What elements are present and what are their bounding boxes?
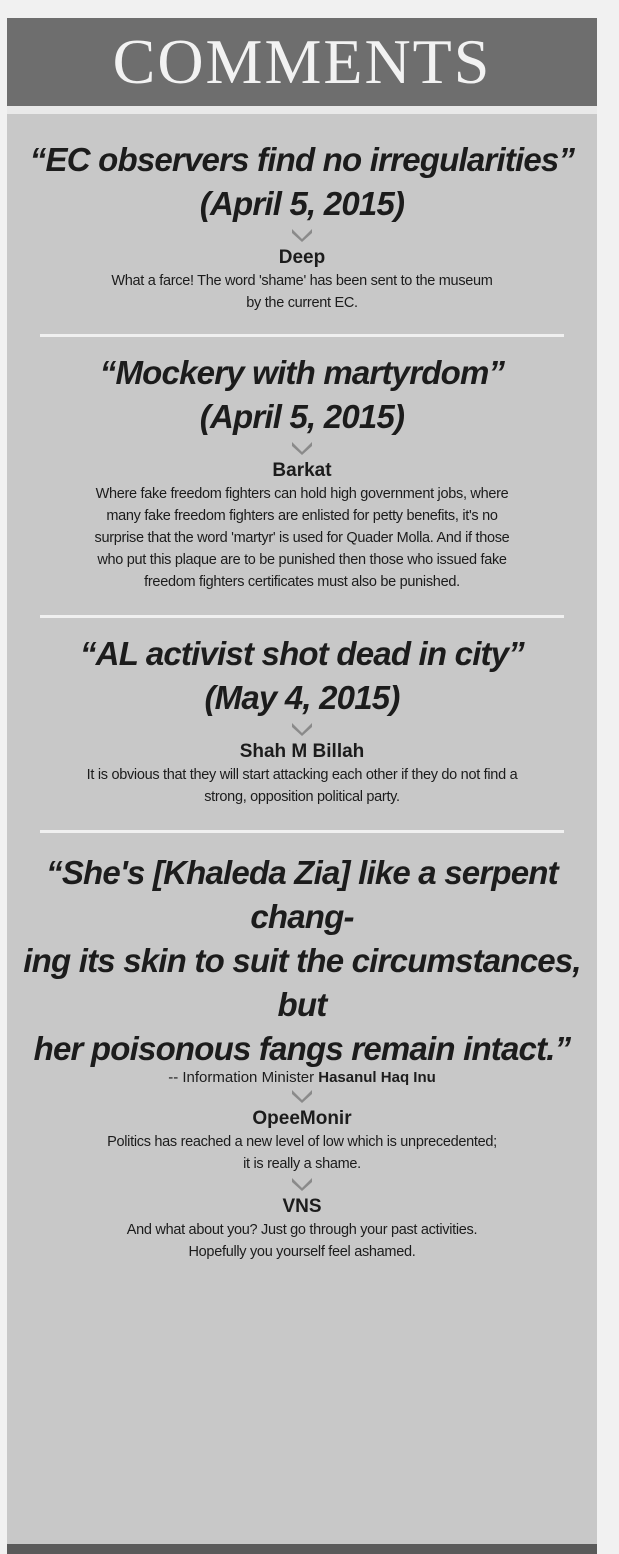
headline-line: “Mockery with martyrdom” [99,354,505,391]
comment-section [7,114,597,334]
comment-section [7,337,597,615]
chevron-down-icon [290,441,314,455]
article-headline [23,351,581,439]
comment-text: It is obvious that they will start attacking each other if they do not find a strong, opposition political party. [86,767,518,805]
chevron-down-icon [290,722,314,736]
quote-attribution: -- Information Minister Hasanul Haq Inu [168,1069,436,1086]
article-headline [23,632,581,720]
headline-date: (May 4, 2015) [204,679,400,716]
quote-headline [23,851,581,1071]
article-headline [23,138,581,226]
commenter-name: OpeeMonir [252,1108,352,1129]
comment-text: Where fake freedom fighters can hold high government jobs, where many fake freedom fighters are enlisted for petty benefits, it's no surprise that the word 'martyr' is used for Quader Molla. And if those who put this plaque are to be punished then those who issued fake freedom fighters certificates must also be punished. [94,486,510,590]
commenter-name: Shah M Billah [239,741,365,762]
chevron-down-icon [290,1177,314,1191]
comments-banner [7,18,597,114]
headline-line: “EC observers find no irregularities” [29,141,575,178]
attribution-name: Hasanul Haq Inu [318,1069,436,1086]
chevron-down-icon [290,1089,314,1103]
comment-text: Politics has reached a new level of low which is unprecedented; it is really a shame. [107,1134,497,1172]
comment-text: And what about you? Just go through your past activities. Hopefully you yourself feel ashamed. [126,1222,478,1260]
commenter-name: VNS [282,1196,322,1217]
comment-section [7,618,597,830]
headline-date: (April 5, 2015) [199,398,405,435]
headline-line: ing its skin to suit the circumstances, but [23,942,581,1023]
headline-line: “AL activist shot dead in city” [79,635,525,672]
headline-line: “She's [Khaleda Zia] like a serpent chang- [46,854,558,935]
headline-date: (April 5, 2015) [199,185,405,222]
chevron-down-icon [290,228,314,242]
comment-text: What a farce! The word 'shame' has been sent to the museum by the current EC. [111,273,493,311]
banner-title: COMMENTS [112,26,492,97]
comments-panel [7,18,597,1554]
headline-line: her poisonous fangs remain intact.” [33,1030,571,1067]
bottom-bar [7,1544,597,1554]
commenter-name: Barkat [272,460,332,481]
commenter-name: Deep [278,247,326,268]
comment-section [7,833,597,1263]
